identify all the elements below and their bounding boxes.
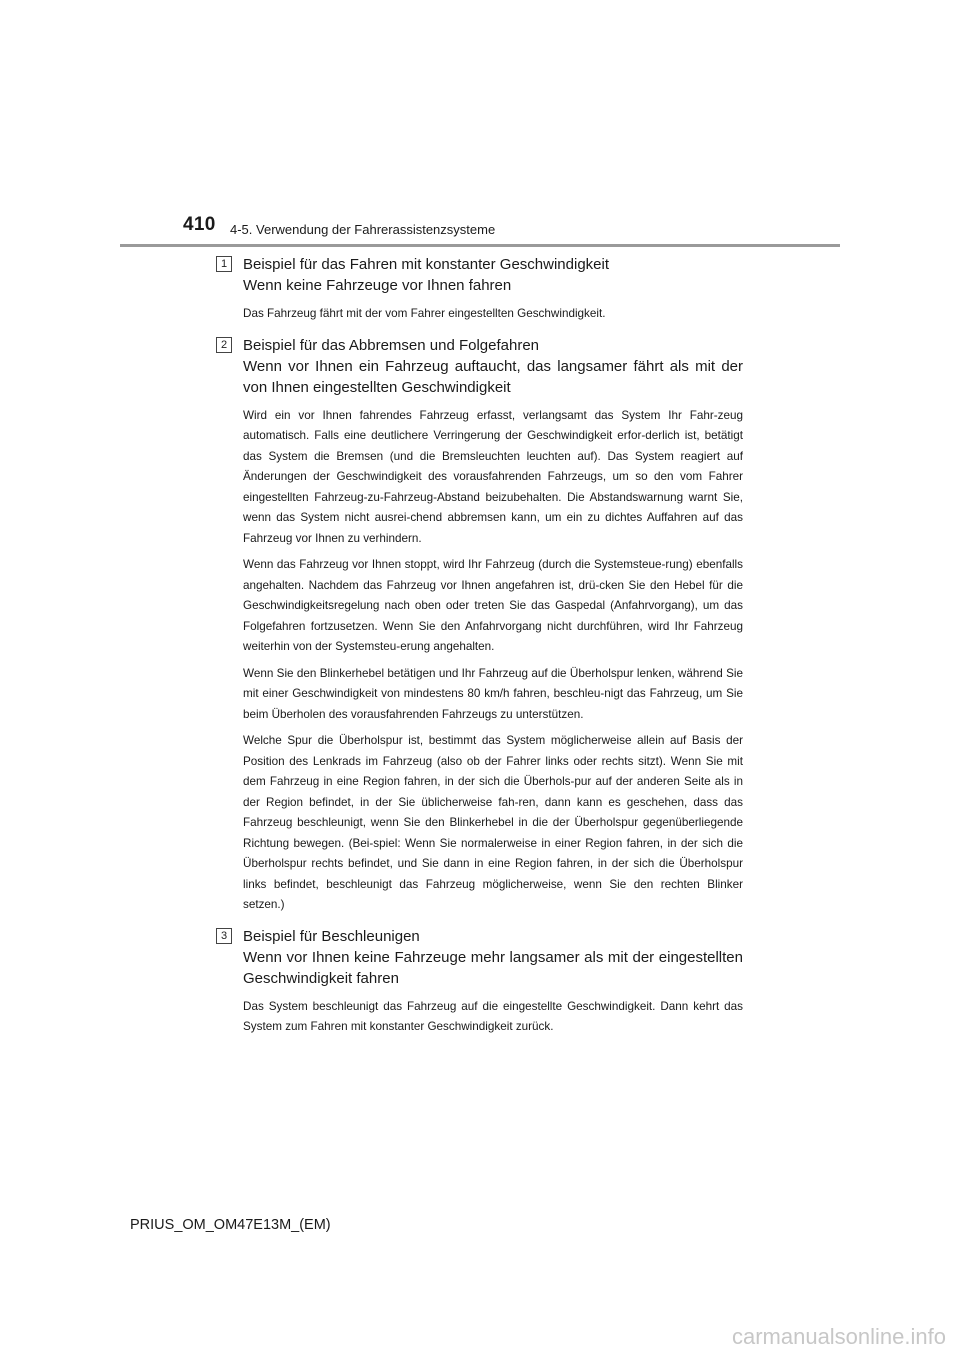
main-content <box>220 254 743 1044</box>
item-paragraph: Wenn das Fahrzeug vor Ihnen stoppt, wird Ihr Fahrzeug (durch die Systemsteue-rung) ebenfalls angehalten. Nachdem das Fahrzeug vor Ihnen angefahren ist, drü-cken Sie den Hebel für die Geschwindigkeitsregelung nach oben oder treten Sie das Gaspedal (Anfahrvorgang), um das Folgefahren fortzusetzen. Wenn Sie den Anfahrvorgang nicht durchführen, wird Ihr Fahrzeug weiterhin von der Systemsteu-erung angehalten. <box>243 558 743 653</box>
item-heading <box>243 254 743 296</box>
item-1 <box>220 254 743 325</box>
item-number-badge: 1 <box>216 256 232 272</box>
item-3 <box>220 926 743 1038</box>
item-heading-line: Wenn vor Ihnen ein Fahrzeug auftaucht, das langsamer fährt als mit der von Ihnen eingestellten Geschwindigkeit <box>243 357 743 396</box>
item-heading-line: Wenn keine Fahrzeuge vor Ihnen fahren <box>243 277 512 294</box>
header-divider <box>120 244 840 247</box>
item-number-badge: 3 <box>216 928 232 944</box>
item-heading-line: Beispiel für das Abbremsen und Folgefahren <box>243 336 540 354</box>
item-paragraph: Wenn Sie den Blinkerhebel betätigen und Ihr Fahrzeug auf die Überholspur lenken, während Sie mit einer Geschwindigkeit von mindestens 80 km/h fahren, beschleu-nigt das Fahrzeug, um Sie beim Überholen des vorausfahrenden Fahrzeugs zu unterstützen. <box>243 666 743 721</box>
item-heading-line: Beispiel für das Fahren mit konstanter Geschwindigkeit <box>243 256 610 273</box>
page-number: 410 <box>183 214 216 235</box>
item-2 <box>220 335 743 916</box>
item-heading <box>243 335 743 398</box>
footer-doc-id: PRIUS_OM_OM47E13M_(EM) <box>130 1217 331 1233</box>
item-heading-line: Wenn vor Ihnen keine Fahrzeuge mehr langsamer als mit der eingestellten Geschwindigkeit fahren <box>243 948 743 987</box>
item-heading-line: Beispiel für Beschleunigen <box>243 927 420 945</box>
item-heading <box>243 926 743 989</box>
watermark: carmanualsonline.info <box>731 1324 946 1349</box>
section-title: 4-5. Verwendung der Fahrerassistenzsysteme <box>230 222 496 237</box>
item-paragraph: Das System beschleunigt das Fahrzeug auf die eingestellte Geschwindigkeit. Dann kehrt das System zum Fahren mit konstanter Geschwindigkeit zurück. <box>243 999 743 1033</box>
item-paragraph: Welche Spur die Überholspur ist, bestimmt das System möglicherweise allein auf Basis der Position des Lenkrads im Fahrzeug (also ob der Fahrer links oder rechts sitzt). Wenn Sie mit dem Fahrzeug in eine Region fahren, in der sich die Überhols-pur auf der anderen Seite als in der Region befindet, in der Sie üblicherweise fah-ren, dann kann es geschehen, dass das Fahrzeug beschleunigt, wenn Sie den Blinkerhebel in die der Überholspur gegenüberliegende Richtung bewegen. (Bei-spiel: Wenn Sie normalerweise in einer Region fahren, in der sich die Überholspur rechts befindet, und Sie dann in eine Region fahren, in der sich die Überholspur links befindet, beschleunigt das Fahrzeug möglicherweise, wenn Sie den rechten Blinker setzen.) <box>243 734 743 911</box>
item-paragraph: Wird ein vor Ihnen fahrendes Fahrzeug erfasst, verlangsamt das System Ihr Fahr-zeug automatisch. Falls eine deutlichere Verringerung der Geschwindigkeit erfor-derlich ist, betätigt das System die Bremsen (und die Bremsleuchten leuchten auf). Das System reagiert auf Änderungen der Geschwindigkeit des vorausfahrenden Fahrzeugs, um so den vom Fahrer eingestellten Fahrzeug-zu-Fahrzeug-Abstand beizubehalten. Die Abstandswarnung warnt Sie, wenn das System nicht ausrei-chend abbremsen kann, um ein zu dichtes Auffahren auf das Fahrzeug vor Ihnen zu verhindern. <box>243 408 743 545</box>
item-number-badge: 2 <box>216 337 232 353</box>
item-paragraph: Das Fahrzeug fährt mit der vom Fahrer eingestellten Geschwindigkeit. <box>243 307 606 320</box>
